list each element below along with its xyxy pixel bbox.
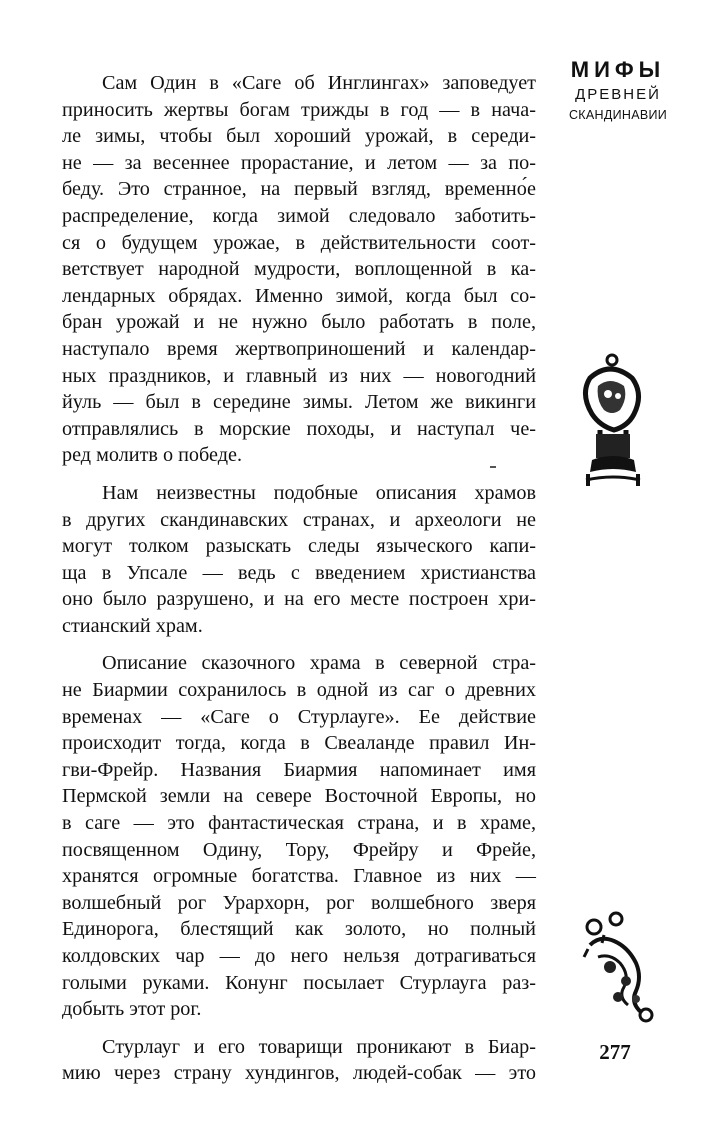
- series-title-main: МИФЫ: [570, 57, 666, 82]
- text-line: лендарных обрядах. Именно зимой, когда был со-: [62, 284, 536, 307]
- text-line: отправлялись в морские походы, и наступал че-: [62, 417, 536, 440]
- text-line: Сам Один в «Саге об Инглингах» заповедует: [102, 72, 536, 94]
- text-line: беду. Это странное, на первый взгляд, временно́е: [62, 178, 536, 201]
- text-line: волшебный рог Урархорн, рог волшебного зверя: [62, 891, 536, 914]
- text-line: приносить жертвы богам трижды в год — в нача-: [62, 98, 536, 121]
- text-line: мию через страну хундингов, людей-собак — это: [62, 1062, 536, 1085]
- text-line: добыть этот рог.: [62, 998, 202, 1021]
- text-line: ся о будущем урожае, в действительности соот-: [62, 231, 536, 254]
- text-line: распределение, когда зимой следовало заботить-: [62, 204, 536, 227]
- text-line: ле зимы, чтобы был хороший урожай, в середи-: [62, 125, 536, 148]
- text-line: Единорога, блестящий как золото, но полный: [62, 918, 536, 941]
- text-line: голыми руками. Конунг посылает Стурлауга раз-: [62, 971, 536, 994]
- text-line: не Биармии сохранилось в одной из саг о древних: [62, 679, 536, 702]
- text-line: могут толком разыскать следы языческого капи-: [62, 535, 536, 558]
- text-line: посвященном Одину, Тору, Фрейру и Фрейе,: [62, 838, 536, 861]
- text-line: ветствует народной мудрости, воплощенной в ка-: [62, 258, 536, 281]
- text-line: ных праздников, и главный из них — новогодний: [62, 364, 536, 387]
- text-line: временах — «Саге о Стурлауге». Ее действие: [62, 705, 536, 728]
- page-number: 277: [599, 1040, 631, 1064]
- text-line: Описание сказочного храма в северной стра-: [102, 652, 536, 675]
- series-title-sub: СКАНДИНАВИИ: [568, 108, 668, 122]
- text-line: бран урожай и не нужно было работать в поле,: [62, 311, 536, 334]
- text-line: не — за весеннее прорастание, и летом — за по-: [62, 151, 536, 174]
- body-text: [62, 70, 536, 1087]
- text-line: Нам неизвестны подобные описания храмов: [102, 481, 536, 504]
- print-speck: [490, 466, 496, 468]
- text-line: наступало время жертвоприношений и календар-: [62, 337, 536, 360]
- text-line: Пермской земли на севере Восточной Европы, но: [62, 785, 536, 808]
- text-line: йуль — был в середине зимы. Летом же викинги: [62, 391, 536, 414]
- text-line: происходит тогда, когда в Свеаланде правил Ин-: [62, 732, 536, 755]
- knotwork-ornament-icon: [580, 905, 660, 1025]
- text-line: гви-Фрейр. Названия Биармия напоминает имя: [62, 758, 536, 781]
- text-line: оно было разрушено, и на его месте построен хри-: [62, 588, 536, 611]
- text-line: ща в Упсале — ведь с введением христианства: [62, 561, 536, 584]
- text-line: ред молитв о победе.: [62, 444, 243, 467]
- text-line: стианский храм.: [62, 614, 203, 637]
- series-title: [568, 56, 668, 124]
- text-line: хранятся огромные богатства. Главное из них —: [62, 865, 536, 888]
- text-line: в саге — это фантастическая страна, и в храме,: [62, 812, 536, 835]
- text-line: в других скандинавских странах, и археологи не: [62, 508, 536, 531]
- series-title-sub: ДРЕВНЕЙ: [575, 86, 661, 103]
- text-line: Стурлауг и его товарищи проникают в Биар-: [102, 1035, 536, 1058]
- amulet-ornament-icon: [570, 350, 650, 490]
- text-line: колдовских чар — до него нельзя дотрагиваться: [62, 945, 536, 967]
